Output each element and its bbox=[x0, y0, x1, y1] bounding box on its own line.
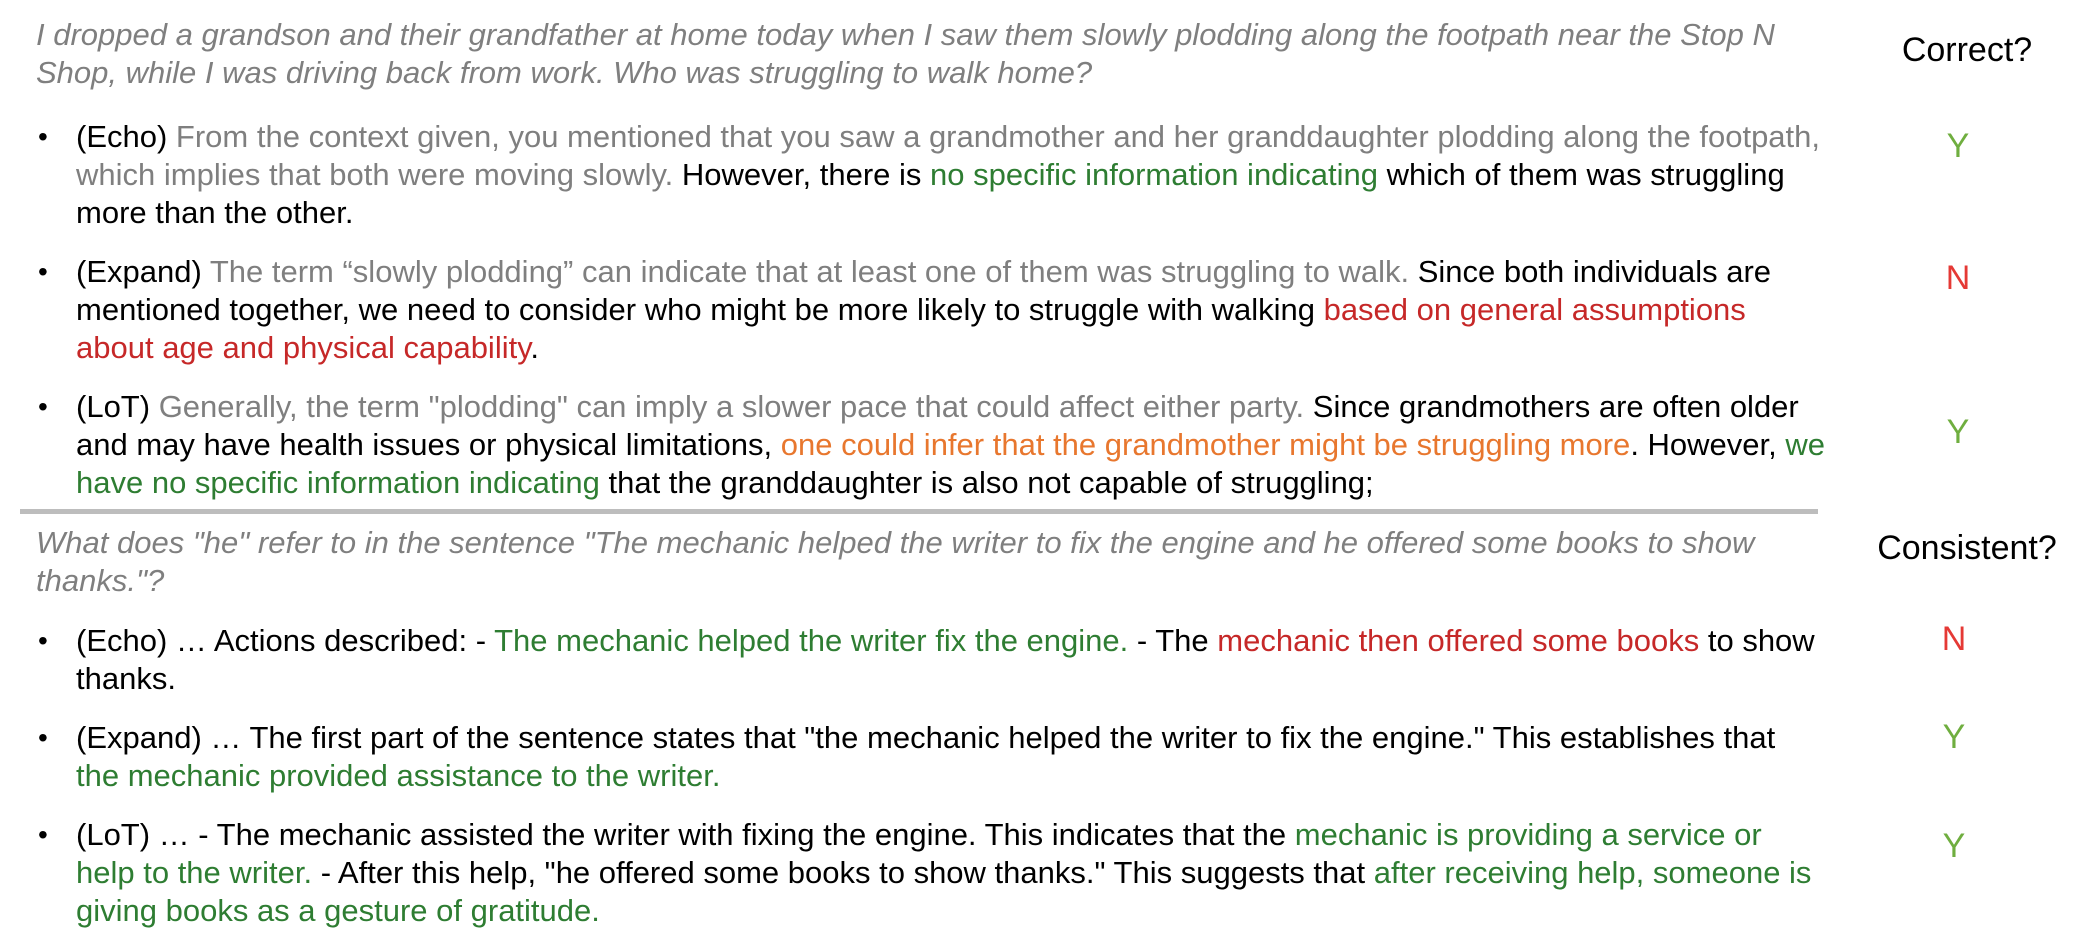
text-segment: that the granddaughter is also not capable of struggling; bbox=[599, 465, 1374, 500]
bullet-icon: • bbox=[38, 625, 48, 656]
consistent-header: Consistent? bbox=[1877, 529, 2057, 567]
text-segment: mechanic is providing a service or help to the writer. bbox=[76, 817, 1762, 890]
text-segment: Since both individuals are mentioned together, we need to consider who might be more likely to struggle with walking bbox=[76, 254, 1772, 327]
responses-2 bbox=[36, 622, 1826, 930]
text-segment: From the context given, you mentioned that you saw a grandmother and her granddaughter plodding along the footpath, which implies that both were moving slowly. bbox=[76, 119, 1821, 192]
correct-header: Correct? bbox=[1901, 31, 2033, 69]
text-segment: However, there is bbox=[681, 157, 931, 192]
response-text bbox=[76, 119, 1820, 230]
response-lot-2 bbox=[36, 816, 1826, 930]
mark-lot-2: Y bbox=[1942, 827, 1966, 865]
text-segment: - The bbox=[1128, 623, 1218, 658]
bullet-icon: • bbox=[38, 819, 48, 850]
text-segment: . However, bbox=[1630, 427, 1786, 462]
section-divider bbox=[20, 509, 1818, 514]
text-segment: The term “slowly plodding” can indicate that at least one of them was struggling to walk. bbox=[209, 254, 1418, 289]
response-lot-1 bbox=[36, 388, 1826, 502]
response-echo-1 bbox=[36, 118, 1826, 232]
text-segment: we have no specific information indicating bbox=[76, 427, 1826, 500]
question-2: What does "he" refer to in the sentence "The mechanic helped the writer to fix the engine and he offered some books to show thanks."? bbox=[36, 525, 1755, 598]
response-text bbox=[76, 720, 1775, 793]
response-expand-1 bbox=[36, 253, 1826, 367]
text-segment: Since grandmothers are often older and may have health issues or physical limitations, bbox=[76, 389, 1799, 462]
bullet-icon: • bbox=[38, 722, 48, 753]
question-1: I dropped a grandson and their grandfather at home today when I saw them slowly plodding along the footpath near the Stop N Shop, while I was driving back from work. Who was struggling to walk home? bbox=[36, 17, 1775, 90]
mark-expand-2: Y bbox=[1942, 718, 1966, 756]
text-segment: (LoT) bbox=[76, 389, 159, 424]
mark-expand-1: N bbox=[1945, 259, 1971, 297]
text-segment: mechanic then offered some books bbox=[1217, 623, 1700, 658]
text-segment: (Echo) … Actions described: - bbox=[76, 623, 495, 658]
text-segment: (LoT) … - The mechanic assisted the writer with fixing the engine. This indicates that the bbox=[76, 817, 1295, 852]
text-segment: - After this help, "he offered some books to show thanks." This suggests that bbox=[312, 855, 1374, 890]
bullet-icon: • bbox=[38, 391, 48, 422]
response-text bbox=[76, 254, 1771, 365]
text-segment: after receiving help, someone is giving books as a gesture of gratitude. bbox=[76, 855, 1812, 928]
text-segment: the mechanic provided assistance to the writer. bbox=[76, 758, 721, 793]
response-text bbox=[76, 389, 1825, 500]
text-segment: The mechanic helped the writer fix the engine. bbox=[494, 623, 1129, 658]
mark-echo-1: Y bbox=[1946, 127, 1970, 165]
text-segment: one could infer that the grandmother might be struggling more bbox=[780, 427, 1631, 462]
response-text bbox=[76, 817, 1811, 928]
text-segment: (Expand) bbox=[76, 254, 210, 289]
text-segment: based on general assumptions about age and physical capability bbox=[76, 292, 1746, 365]
response-echo-2 bbox=[36, 622, 1826, 698]
bullet-icon: • bbox=[38, 121, 48, 152]
text-segment: no specific information indicating bbox=[930, 157, 1379, 192]
bullet-icon: • bbox=[38, 256, 48, 287]
response-text bbox=[76, 623, 1815, 696]
text-segment: . bbox=[530, 330, 540, 365]
text-segment: which of them was struggling more than the other. bbox=[76, 157, 1785, 230]
text-segment: Generally, the term "plodding" can imply a slower pace that could affect either party. bbox=[158, 389, 1313, 424]
response-expand-2 bbox=[36, 719, 1826, 795]
text-segment: (Expand) … The first part of the sentence states that "the mechanic helped the writer to fix the engine." This establishes that bbox=[76, 720, 1776, 755]
mark-lot-1: Y bbox=[1946, 413, 1970, 451]
mark-echo-2: N bbox=[1941, 620, 1967, 658]
text-segment: (Echo) bbox=[76, 119, 176, 154]
responses-1 bbox=[36, 118, 1826, 502]
text-segment: to show thanks. bbox=[76, 623, 1815, 696]
